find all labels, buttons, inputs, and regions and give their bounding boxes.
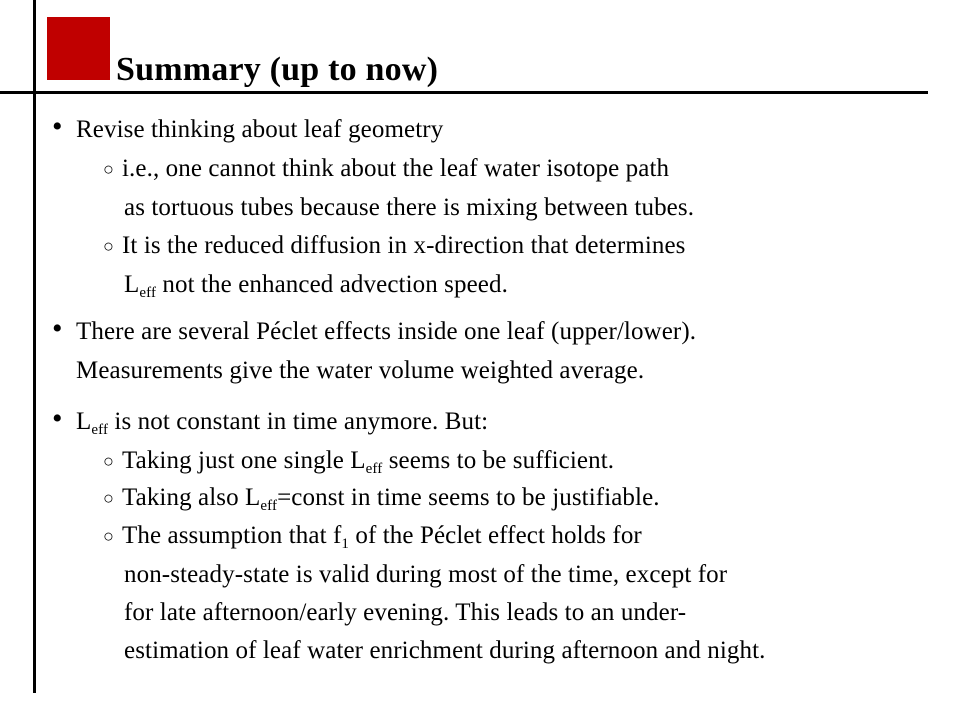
- l-eff-main: L: [124, 271, 140, 298]
- bullet-icon: •: [52, 110, 63, 143]
- bullet-1-sub-2-line-1: It is the reduced diffusion in x-direction that determines: [122, 232, 686, 259]
- sub-text-pre: The assumption that f: [122, 522, 342, 549]
- vertical-rule: [33, 0, 36, 693]
- slide-title: Summary (up to now): [116, 51, 439, 88]
- bullet-1-text: Revise thinking about leaf geometry: [76, 116, 444, 143]
- sub-text-pre: Taking just one single L: [122, 447, 366, 474]
- l-eff-subscript: eff: [139, 285, 157, 301]
- subscript: eff: [260, 498, 278, 514]
- sub-text-pre: Taking also L: [122, 484, 261, 511]
- bullet-3-sub-3-line-2: non-steady-state is valid during most of the time, except for: [124, 561, 728, 588]
- subscript: eff: [365, 461, 383, 477]
- sub-text-post: of the Péclet effect holds for: [349, 522, 642, 549]
- bullet-2-line-1: There are several Péclet effects inside one leaf (upper/lower).: [76, 318, 697, 345]
- bullet-1-sub-1-line-1: i.e., one cannot think about the leaf water isotope path: [122, 155, 670, 182]
- bullet-3-text: [76, 407, 488, 437]
- sub-bullet-icon: ○: [103, 451, 114, 471]
- bullet-3-sub-2: [122, 483, 660, 513]
- line-continuation: not the enhanced advection speed.: [156, 271, 508, 298]
- sub-bullet-icon: ○: [103, 488, 114, 508]
- bullet-3-sub-3-line-4: estimation of leaf water enrichment during afternoon and night.: [124, 637, 766, 664]
- l-eff-main: L: [76, 408, 92, 435]
- l-eff-subscript: eff: [91, 422, 109, 438]
- sub-text-post: =const in time seems to be justifiable.: [277, 484, 660, 511]
- sub-text-post: seems to be sufficient.: [382, 447, 615, 474]
- bullet-1-sub-2-line-2: [124, 270, 508, 300]
- bullet-icon: •: [52, 402, 63, 435]
- subscript: 1: [341, 536, 350, 552]
- bullet-1-sub-1-line-2: as tortuous tubes because there is mixing between tubes.: [124, 194, 695, 221]
- bullet-3-sub-3-line-3: for late afternoon/early evening. This leads to an under-: [124, 599, 687, 626]
- bullet-icon: •: [52, 312, 63, 345]
- bullet-3-sub-3-line-1: [122, 521, 642, 551]
- bullet-3-sub-1: [122, 446, 614, 476]
- sub-bullet-icon: ○: [103, 159, 114, 179]
- title-accent-square: [47, 17, 110, 80]
- line-continuation: is not constant in time anymore. But:: [108, 408, 489, 435]
- sub-bullet-icon: ○: [103, 236, 114, 256]
- bullet-2-line-2: Measurements give the water volume weighted average.: [76, 357, 645, 384]
- sub-bullet-icon: ○: [103, 526, 114, 546]
